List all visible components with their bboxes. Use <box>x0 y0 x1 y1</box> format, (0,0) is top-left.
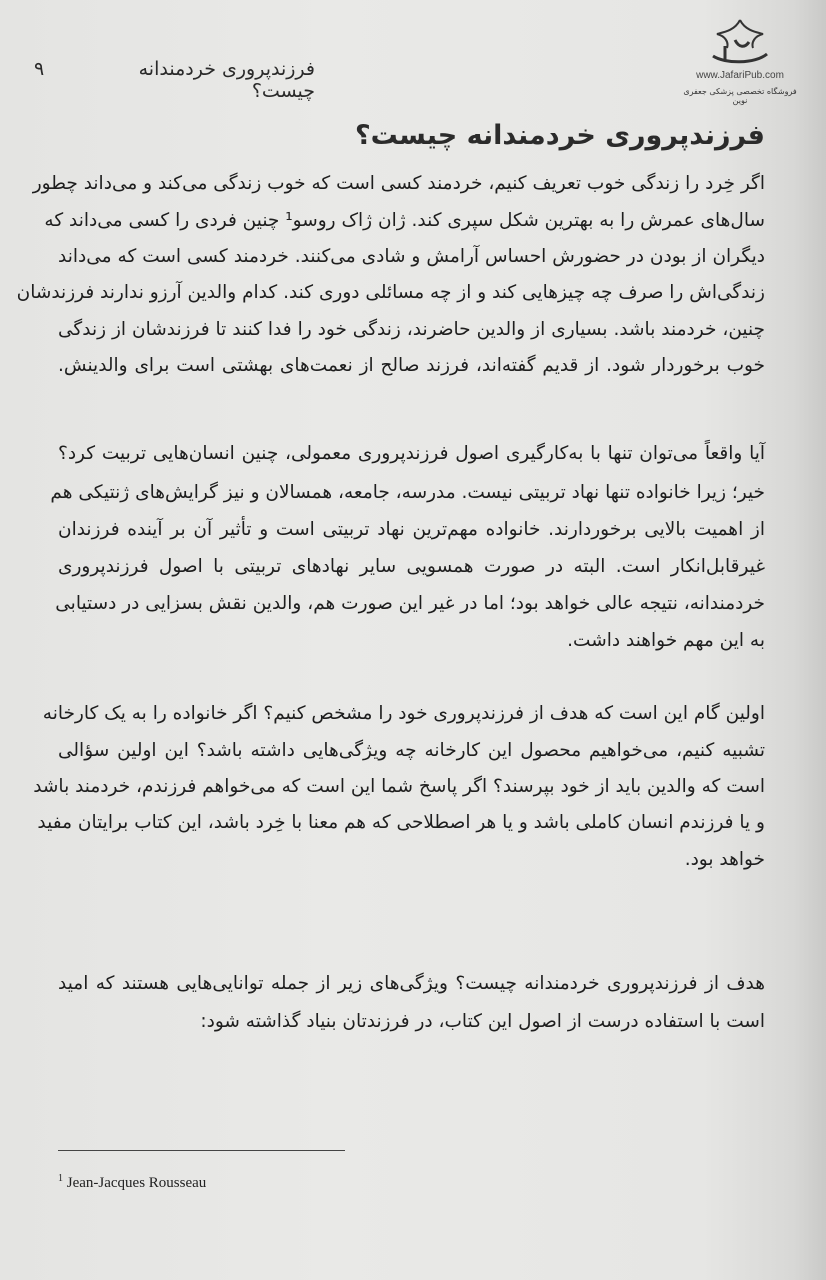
text-line: آیا واقعاً می‌توان تنها با به‌کارگیری اصول فرزندپروری معمولی، چنین انسان‌هایی تربیت کرد؟ <box>58 443 765 464</box>
text-line: از اهمیت بالایی برخوردارند. خانواده مهم‌ترین نهاد تربیتی است و تأثیر آن بر آینده فرزندان <box>58 519 765 540</box>
text-line: زندگی‌اش را صرف چه چیزهایی کند و از چه مسائلی دوری کند. کدام والدین آرزو ندارند فرزندشان <box>16 282 765 303</box>
text-line: تشبیه کنیم، می‌خواهیم محصول این کارخانه چه ویژگی‌هایی داشته باشد؟ این اولین سؤالی <box>58 740 765 761</box>
footnote-divider <box>58 1150 345 1151</box>
publisher-url: www.JafariPub.com <box>696 70 784 81</box>
chapter-title: فرزندپروری خردمندانه چیست؟ <box>355 120 765 151</box>
text-line: است که والدین باید از خود بپرسند؟ اگر پاسخ شما این است که می‌خواهم فرزندم، خردمند باشد <box>33 776 765 797</box>
running-header: فرزندپروری خردمندانه چیست؟ <box>138 58 315 102</box>
footnote-text: Jean-Jacques Rousseau <box>66 1175 207 1191</box>
text-line: چنین، خردمند باشد. بسیاری از والدین حاضرند، زندگی خود را فدا کنند تا فرزندشان از زندگی <box>58 319 765 340</box>
page-number: ٩ <box>34 58 45 80</box>
footnote-marker: 1 <box>58 1173 63 1184</box>
text-line: اولین گام این است که هدف از فرزندپروری خود را مشخص کنیم؟ اگر خانواده را به یک کارخانه <box>42 703 765 724</box>
text-line: دیگران از بودن در حضورش احساس آرامش و شادی می‌کنند. خردمند کسی است که می‌داند <box>58 246 765 267</box>
text-line: است با استفاده درست از اصول این کتاب، در فرزندتان بنیاد گذاشته شود: <box>200 1011 765 1032</box>
text-line: سال‌های عمرش را به بهترین شکل سپری کند. ژان ژاک روسو¹ چنین فردی را کسی می‌داند که <box>44 210 765 231</box>
text-line: خوب برخوردار شود. از قدیم گفته‌اند، فرزند صالح از نعمت‌های بهشتی است برای والدینش. <box>58 355 765 376</box>
text-line: خیر؛ زیرا خانواده تنها نهاد تربیتی نیست. مدرسه، جامعه، همسالان و نیز گرایش‌های ژنتیکی هم <box>50 482 765 503</box>
text-line: غیرقابل‌انکار است. البته در صورت همسویی سایر نهادهای تربیتی با اصول فرزندپروری <box>58 556 765 577</box>
text-line: خواهد بود. <box>684 849 765 870</box>
text-line: اگر خِرد را زندگی خوب تعریف کنیم، خردمند کسی است که خوب زندگی می‌کند و می‌داند چطور <box>32 173 765 194</box>
text-line: خردمندانه، نتیجه عالی خواهد بود؛ اما در غیر این صورت هم، والدین نقش بسزایی در دستیابی <box>55 593 765 614</box>
text-line: به این مهم خواهند داشت. <box>567 630 765 651</box>
text-line: و یا فرزندم انسان کاملی باشد و یا هر اصطلاحی که هم معنا با خِرد باشد، این کتاب برایتان مفید <box>37 812 765 833</box>
text-line: هدف از فرزندپروری خردمندانه چیست؟ ویژگی‌های زیر از جمله توانایی‌هایی هستند که امید <box>58 973 765 994</box>
footnote <box>58 1173 206 1192</box>
publisher-logo <box>680 18 800 105</box>
publisher-logo-icon <box>705 18 775 66</box>
publisher-shop-name: فروشگاه تخصصی پزشکی جعفری نوین <box>683 87 797 105</box>
